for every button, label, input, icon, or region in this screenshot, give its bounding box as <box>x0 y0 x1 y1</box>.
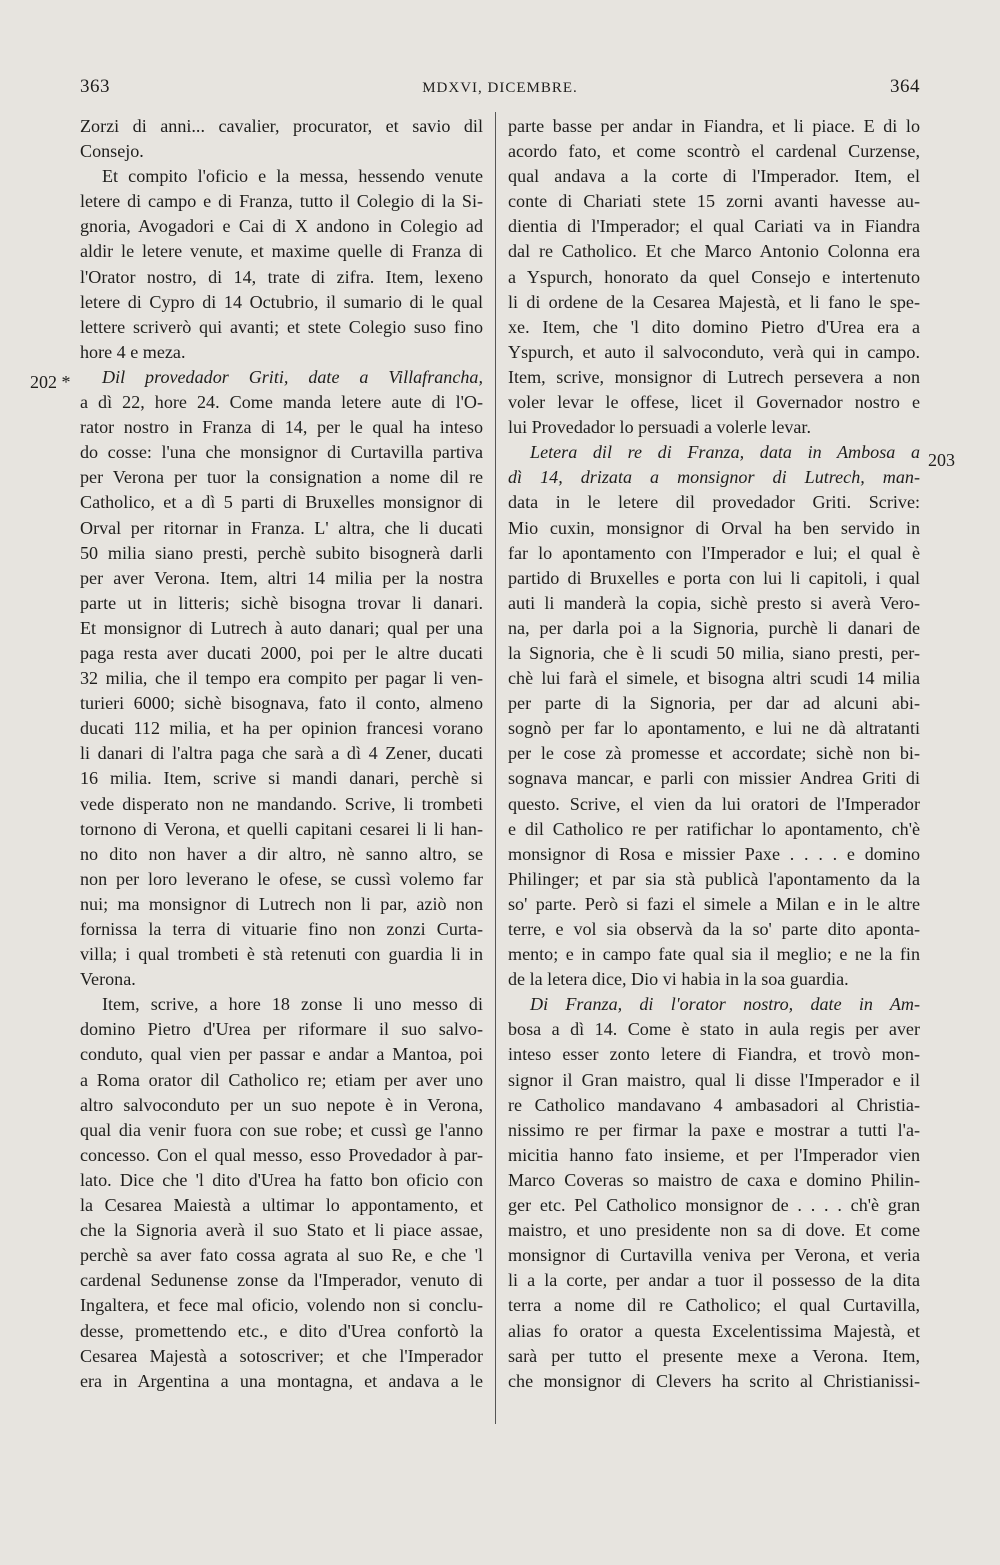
text-line: maistro, et uno presidente non sa di dove. Et come <box>508 1220 920 1241</box>
text-line: partido di Bruxelles e porta con lui li capitoli, i qual <box>508 567 920 588</box>
text-line: inteso esser zonto letere di Fiandra, et trovò mon- <box>508 1044 920 1065</box>
text-line: Ingaltera, et fece mal oficio, volendo non si conclu- <box>80 1295 483 1316</box>
text-line: ducati 112 milia, et ha per opinion francesi vorano <box>80 718 483 739</box>
text-line: questo. Scrive, el vien da lui oratori de l'Imperador <box>508 793 920 814</box>
text-line: 50 milia siano presti, perchè subito bisognerà darli <box>80 542 483 563</box>
text-line: Catholico, et a dì 5 parti di Bruxelles monsignor di <box>80 492 483 513</box>
text-line: perchè sa aver fato cossa agrata al suo Re, e che 'l <box>80 1245 483 1266</box>
text-line: dientia di l'Imperador; el qual Cariati va in Fiandra <box>508 216 920 237</box>
text-line: cardenal Sedunense zonse da l'Imperador, venuto di <box>80 1270 483 1291</box>
text-line: che la Signoria averà il suo Stato et li piace assae, <box>80 1220 483 1241</box>
text-line: alias fo orator a questa Excelentissima Majestà, et <box>508 1320 920 1341</box>
text-line: dal re Catholico. Et che Marco Antonio Colonna era <box>508 241 920 262</box>
text-line: Et compito l'oficio e la messa, hessendo venute <box>102 166 483 187</box>
text-line: Zorzi di anni... cavalier, procurator, et savio dil <box>80 116 483 136</box>
text-line: era in Argentina a una montagna, et andava a le <box>80 1370 483 1391</box>
text-line: qual dia venir fuora con sue robe; et cussì ge l'anno <box>80 1119 483 1140</box>
text-line: per aver Verona. Item, altri 14 milia per la nostra <box>80 567 483 588</box>
text-line: li a la corte, per andar a tuor il possesso de la dita <box>508 1270 920 1291</box>
text-column-right <box>508 114 920 1394</box>
text-line: a dì 22, hore 24. Come manda letere aute di l'O- <box>80 392 483 413</box>
text-line: paga resta aver ducati 2000, poi per le altre ducati <box>80 642 483 663</box>
text-line: per parte di la Signoria, per dar ad alcuni abi- <box>508 693 920 714</box>
text-line: turieri 6000; sichè bisognava, fato il conto, almeno <box>80 693 483 714</box>
text-line: qual andava a la corte di l'Imperador. Item, el <box>508 166 920 187</box>
text-line: so' parte. Però si fazi el simele a Milan e in le altre <box>508 893 920 914</box>
text-line: la Signoria, che è li scudi 50 milia, siano presti, per- <box>508 642 920 663</box>
text-line: li di ordene de la Cesarea Majestà, et li fano le spe- <box>508 291 920 312</box>
text-line: terra a nome dil re Catholico; el qual Curtavilla, <box>508 1295 920 1316</box>
text-line: vede disperato non ne mandando. Scrive, li trombeti <box>80 793 483 814</box>
text-line: Di Franza, di l'orator nostro, date in Am- <box>530 994 920 1015</box>
text-line: voler levar le offese, licet il Governador nostro e <box>508 392 920 413</box>
text-line: mento; e in campo fate qual sia il meglio; e ne la fin <box>508 944 920 965</box>
margin-note-right: 203 <box>928 450 955 470</box>
page-number-right: 364 <box>890 76 920 97</box>
text-line: Marco Coveras so maistro de caxa e domino Philin- <box>508 1169 920 1190</box>
text-line: letere di campo e di Franza, tutto il Colegio di la Si- <box>80 191 483 212</box>
text-line: per le cose zà promesse et accordate; sichè non bi- <box>508 743 920 764</box>
text-line: letere di Cypro di 14 Octubrio, il sumario di le qual <box>80 291 483 312</box>
text-line: fornissa la terra di vituarie fino non zonzi Curta- <box>80 919 483 939</box>
column-divider <box>495 112 496 1424</box>
text-line: Yspurch, et auto il salvoconduto, verà qui in campo. <box>508 341 920 362</box>
text-line: domino Pietro d'Urea per riformare il suo salvo- <box>80 1019 483 1040</box>
text-line: Item, scrive, monsignor di Lutrech persevera a non <box>508 366 920 387</box>
text-line: aldir le letere venute, et maxime quelle di Franza di <box>80 241 483 262</box>
text-line: Orval per ritornar in Franza. L' altra, che li ducati <box>80 517 483 538</box>
text-line: Verona. <box>80 969 136 990</box>
text-line: re Catholico mandavano 4 ambasadori al Christia- <box>508 1094 920 1115</box>
text-line: concesso. Con el qual messo, esso Provedador à par- <box>80 1144 483 1165</box>
text-line: conduto, qual vien per passar e andar a Mantoa, poi <box>80 1044 483 1065</box>
text-line: la Cesarea Maiestà a ultimar lo appontamento, et <box>80 1195 483 1216</box>
text-line: gnoria, Avogadori e Cai di X andono in Colegio ad <box>80 216 483 237</box>
text-line: nissimo re per firmar la paxe e mostrar a tutti l'a- <box>508 1119 920 1140</box>
text-line: altro salvoconduto per un suo nepote è in Verona, <box>80 1094 483 1115</box>
text-line: parte ut in litteris; sichè bisogna trovar li danari. <box>80 592 483 613</box>
text-line: Et monsignor di Lutrech à auto danari; qual per una <box>80 617 483 638</box>
text-line: e dil Catholico re per ratifichar lo apontamento, ch'è <box>508 818 920 839</box>
text-line: l'Orator nostro, di 14, trate di zifra. Item, lexeno <box>80 266 483 287</box>
text-line: monsignor di Rosa e missier Paxe . . . . e domino <box>508 843 920 864</box>
text-line: sognò per far lo apontamento, e lui ne dà altratanti <box>508 718 920 739</box>
text-line: do cosse: l'una che monsignor di Curtavilla partiva <box>80 442 483 463</box>
text-line: data in le letere dil provedador Griti. Scrive: <box>508 492 920 513</box>
text-line: na, per darla poi a la Signoria, purchè li danari de <box>508 617 920 638</box>
text-line: lato. Dice che 'l dito d'Urea ha fatto bon oficio con <box>80 1169 483 1190</box>
page-number-left: 363 <box>80 76 110 97</box>
text-line: dì 14, drizata a monsignor di Lutrech, man- <box>508 467 920 488</box>
text-line: Philinger; et par sia stà publicà l'apontamento da la <box>508 868 920 889</box>
text-line: Cesarea Majestà a sotoscriver; et che l'Imperador <box>80 1345 483 1366</box>
text-line: lui Provedador lo persuadi a volerle levar. <box>508 417 811 438</box>
text-line: tornono di Verona, et quelli capitani cesarei li li han- <box>80 818 483 839</box>
text-line: li danari di l'altra paga che sarà a dì 4 Zener, ducati <box>80 743 483 764</box>
text-line: lettere scriverò qui avanti; et stete Colegio suso fino <box>80 316 483 337</box>
text-line: chè lui farà el simele, et bisogna altri scudi 14 milia <box>508 668 920 689</box>
text-line: acordo fato, et come scontrò el cardenal Curzense, <box>508 141 920 162</box>
text-line: de la letera dice, Dio vi habia in la soa guardia. <box>508 969 849 990</box>
text-line: non per loro leverano le ofese, se cussì volemo far <box>80 868 483 889</box>
running-title: MDXVI, DICEMBRE. <box>422 80 578 96</box>
text-line: conte di Chariati stete 15 zorni avanti havesse au- <box>508 191 920 212</box>
text-line: 16 milia. Item, scrive si mandi danari, perchè si <box>80 768 483 789</box>
text-line: che monsignor di Clevers ha scrito al Christianissi- <box>508 1370 920 1391</box>
text-line: a Yspurch, honorato da quel Consejo e intertenuto <box>508 266 920 287</box>
text-line: far lo apontamento con l'Imperador e lui; el qual è <box>508 542 920 563</box>
text-line: no dito non haver a dir altro, nè sanno altro, se <box>80 843 483 864</box>
text-line: monsignor di Curtavilla veniva per Verona, et veria <box>508 1245 920 1266</box>
text-line: villa; i qual trombeti è stà retenuti con guardia li in <box>80 944 483 965</box>
text-line: sognava mancar, e parli con missier Andrea Griti di <box>508 768 920 789</box>
text-line: hore 4 e meza. <box>80 341 186 362</box>
text-line: rator nostro in Franza di 14, per le qual ha inteso <box>80 417 483 438</box>
text-line: signor il Gran maistro, qual li disse l'Imperador e il <box>508 1069 920 1090</box>
margin-note-left: 202 * <box>30 372 71 392</box>
text-line: terre, e vol sia observà da la so' parte dito aponta- <box>508 919 920 939</box>
text-line: Item, scrive, a hore 18 zonse li uno messo di <box>102 994 483 1015</box>
text-line: micitia hanno fato insieme, et per l'Imperador vien <box>508 1144 920 1165</box>
text-line: parte basse per andar in Fiandra, et li piace. E di lo <box>508 116 920 136</box>
text-line: Dil provedador Griti, date a Villafrancha, <box>102 366 483 387</box>
text-line: xe. Item, che 'l dito domino Pietro d'Urea era a <box>508 316 920 337</box>
text-line: Letera dil re di Franza, data in Ambosa a <box>530 442 920 463</box>
text-column-left <box>80 114 483 1394</box>
text-line: bosa a dì 14. Come è stato in aula regis per aver <box>508 1019 920 1040</box>
text-line: a Roma orator dil Catholico re; etiam per aver uno <box>80 1069 483 1090</box>
text-line: nui; ma monsignor di Lutrech non li par, aziò non <box>80 893 483 914</box>
text-line: Consejo. <box>80 141 144 162</box>
text-line: Mio cuxin, monsignor di Orval ha ben servido in <box>508 517 920 538</box>
text-line: ger etc. Pel Catholico monsignor de . . . . ch'è gran <box>508 1195 920 1216</box>
text-line: auti li manderà la copia, sichè presto si averà Vero- <box>508 592 920 613</box>
text-line: sarà per tutto el presente mexe a Verona. Item, <box>508 1345 920 1366</box>
text-line: desse, promettendo etc., e dito d'Urea confortò la <box>80 1320 483 1341</box>
text-line: per Verona per tuor la consignation a nome dil re <box>80 467 483 488</box>
text-line: 32 milia, che il tempo era compito per pagar li ven- <box>80 668 483 689</box>
